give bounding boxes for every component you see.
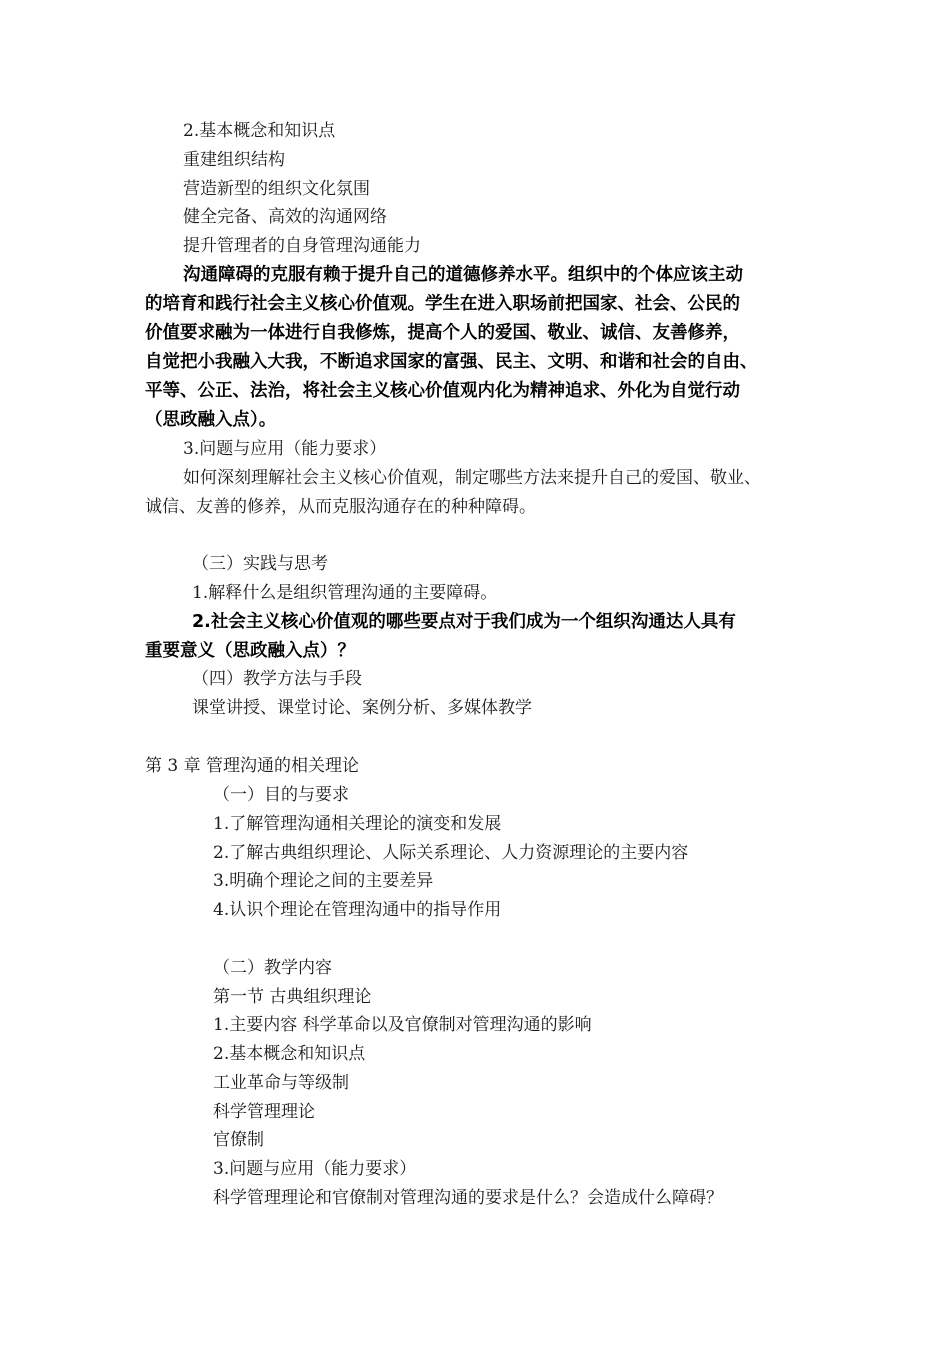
concept-item: 营造新型的组织文化氛围	[183, 179, 370, 199]
ideology-paragraph-line: 自觉把小我融入大我，不断追求国家的富强、民主、文明、和谐和社会的自由、	[145, 352, 758, 372]
practice-item: 1.解释什么是组织管理沟通的主要障碍。	[192, 583, 498, 603]
application-heading: 3.问题与应用（能力要求）	[213, 1159, 417, 1179]
ideology-paragraph-line: 平等、公正、法治，将社会主义核心价值观内化为精神追求、外化为自觉行动	[145, 381, 740, 401]
concept-item: 重建组织结构	[183, 150, 285, 170]
objectives-heading: （一）目的与要求	[213, 785, 349, 805]
methods-text: 课堂讲授、课堂讨论、案例分析、多媒体教学	[192, 698, 532, 718]
concepts-heading: 2.基本概念和知识点	[213, 1044, 366, 1064]
objective-item: 2.了解古典组织理论、人际关系理论、人力资源理论的主要内容	[213, 843, 689, 863]
application-text: 科学管理理论和官僚制对管理沟通的要求是什么？会造成什么障碍？	[213, 1188, 723, 1208]
objective-item: 3.明确个理论之间的主要差异	[213, 871, 434, 891]
concepts-heading: 2.基本概念和知识点	[183, 121, 336, 141]
methods-heading: （四）教学方法与手段	[192, 669, 362, 689]
ideology-paragraph-line: （思政融入点）。	[145, 410, 277, 430]
application-heading: 3.问题与应用（能力要求）	[183, 439, 387, 459]
content-heading: （二）教学内容	[213, 958, 332, 978]
practice-item-ideology: 重要意义（思政融入点）？	[145, 641, 355, 661]
concept-item: 健全完备、高效的沟通网络	[183, 207, 387, 227]
objective-item: 4.认识个理论在管理沟通中的指导作用	[213, 900, 502, 920]
main-content: 1.主要内容 科学革命以及官僚制对管理沟通的影响	[213, 1015, 592, 1035]
objective-item: 1.了解管理沟通相关理论的演变和发展	[213, 814, 502, 834]
ideology-paragraph-line: 的培育和践行社会主义核心价值观。学生在进入职场前把国家、社会、公民的	[145, 294, 740, 314]
ideology-paragraph-line: 价值要求融为一体进行自我修炼，提高个人的爱国、敬业、诚信、友善修养，	[145, 323, 740, 343]
concept-item: 科学管理理论	[213, 1102, 315, 1122]
practice-item-ideology: 2.社会主义核心价值观的哪些要点对于我们成为一个组织沟通达人具有	[192, 612, 736, 632]
ideology-paragraph-line: 沟通障碍的克服有赖于提升自己的道德修养水平。组织中的个体应该主动	[183, 265, 743, 285]
concept-item: 官僚制	[213, 1130, 264, 1150]
concept-item: 工业革命与等级制	[213, 1073, 349, 1093]
application-text-line: 诚信、友善的修养，从而克服沟通存在的种种障碍。	[145, 497, 536, 517]
application-text-line: 如何深刻理解社会主义核心价值观，制定哪些方法来提升自己的爱国、敬业、	[183, 468, 761, 488]
chapter-title: 第 3 章 管理沟通的相关理论	[145, 756, 360, 776]
concept-item: 提升管理者的自身管理沟通能力	[183, 236, 421, 256]
section-title: 第一节 古典组织理论	[213, 987, 372, 1007]
practice-heading: （三）实践与思考	[192, 554, 328, 574]
